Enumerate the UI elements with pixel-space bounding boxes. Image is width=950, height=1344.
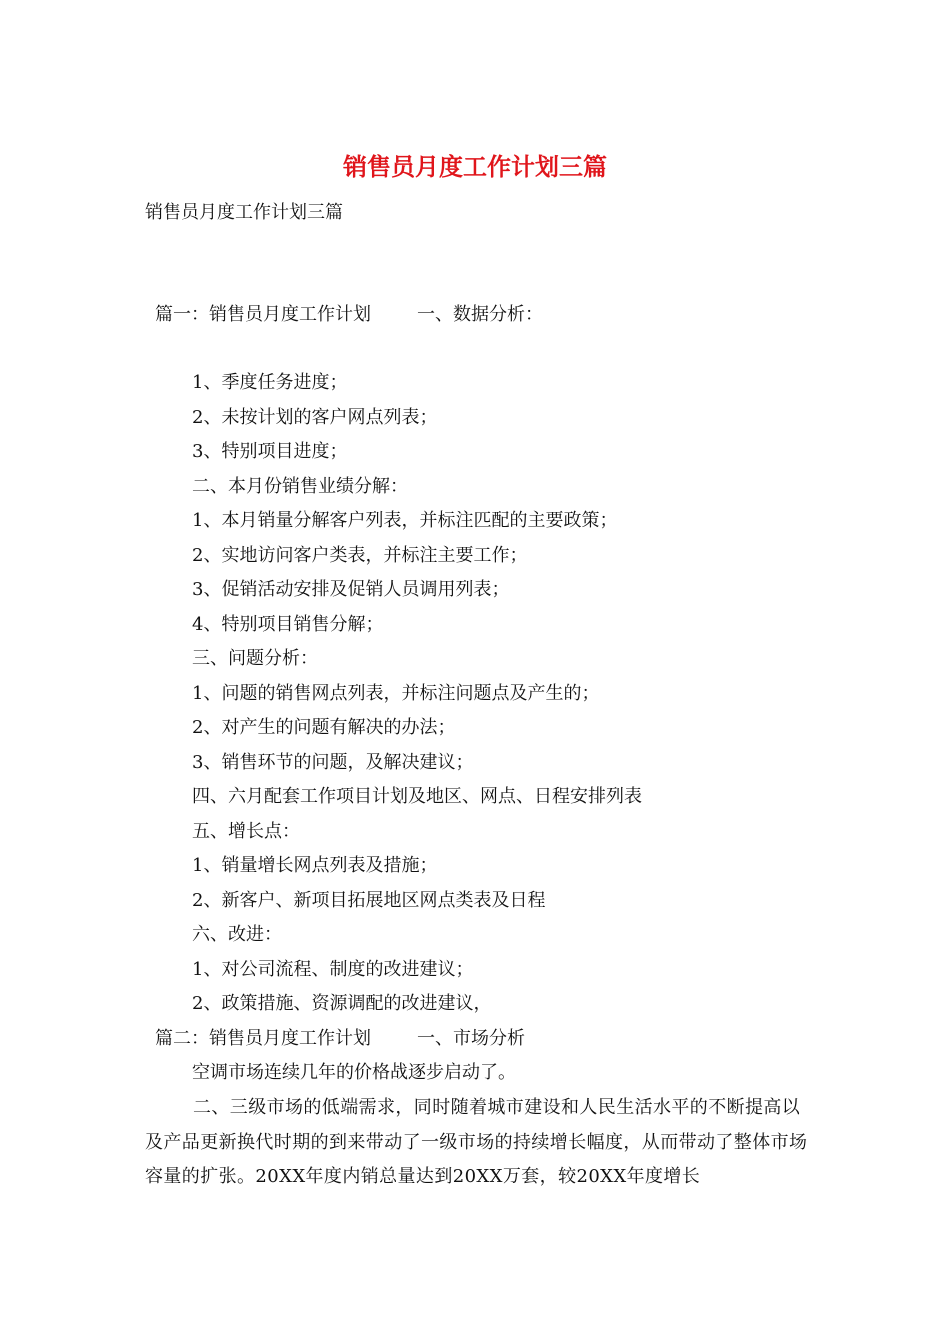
list-item: 1、销量增长网点列表及措施；	[192, 855, 438, 876]
list-item: 4、特别项目销售分解；	[192, 614, 384, 635]
body-paragraph: 二、三级市场的低端需求，同时随着城市建设和人民生活水平的不断提高以及产品更新换代时期的到来带动了一级市场的持续增长幅度，从而带动了整体市场容量的扩张。20XX年度内销总量达到20XX万套，较20XX年度增长	[145, 1097, 808, 1188]
list-item: 2、政策措施、资源调配的改进建议，	[192, 993, 492, 1014]
list-item: 2、对产生的问题有解决的办法；	[192, 717, 456, 738]
list-item: 2、未按计划的客户网点列表；	[192, 407, 438, 428]
section-heading: 二、本月份销售业绩分解：	[192, 476, 408, 497]
list-item: 2、实地访问客户类表，并标注主要工作；	[192, 545, 528, 566]
document-title: 销售员月度工作计划三篇	[343, 152, 607, 181]
list-item: 3、促销活动安排及促销人员调用列表；	[192, 579, 510, 600]
body-line: 空调市场连续几年的价格战逐步启动了。	[192, 1062, 516, 1083]
section-2-first-item: 一、市场分析	[417, 1028, 525, 1049]
section-heading: 六、改进：	[192, 924, 282, 945]
section-2-heading-line	[155, 1026, 525, 1052]
section-1-heading: 篇一：销售员月度工作计划	[155, 304, 371, 325]
list-item: 3、销售环节的问题，及解决建议；	[192, 752, 474, 773]
list-item: 1、对公司流程、制度的改进建议；	[192, 959, 474, 980]
list-item: 3、特别项目进度；	[192, 441, 348, 462]
section-heading: 三、问题分析：	[192, 648, 318, 669]
section-heading: 四、六月配套工作项目计划及地区、网点、日程安排列表	[192, 786, 642, 807]
list-item: 1、季度任务进度；	[192, 372, 348, 393]
section-1-heading-line	[155, 302, 543, 328]
list-item: 1、问题的销售网点列表，并标注问题点及产生的；	[192, 683, 600, 704]
section-2-heading: 篇二：销售员月度工作计划	[155, 1028, 371, 1049]
section-heading: 五、增长点：	[192, 821, 300, 842]
section-1-first-item: 一、数据分析：	[417, 304, 543, 325]
list-item: 2、新客户、新项目拓展地区网点类表及日程	[192, 890, 546, 911]
document-subtitle: 销售员月度工作计划三篇	[145, 202, 343, 223]
list-item: 1、本月销量分解客户列表，并标注匹配的主要政策；	[192, 510, 618, 531]
